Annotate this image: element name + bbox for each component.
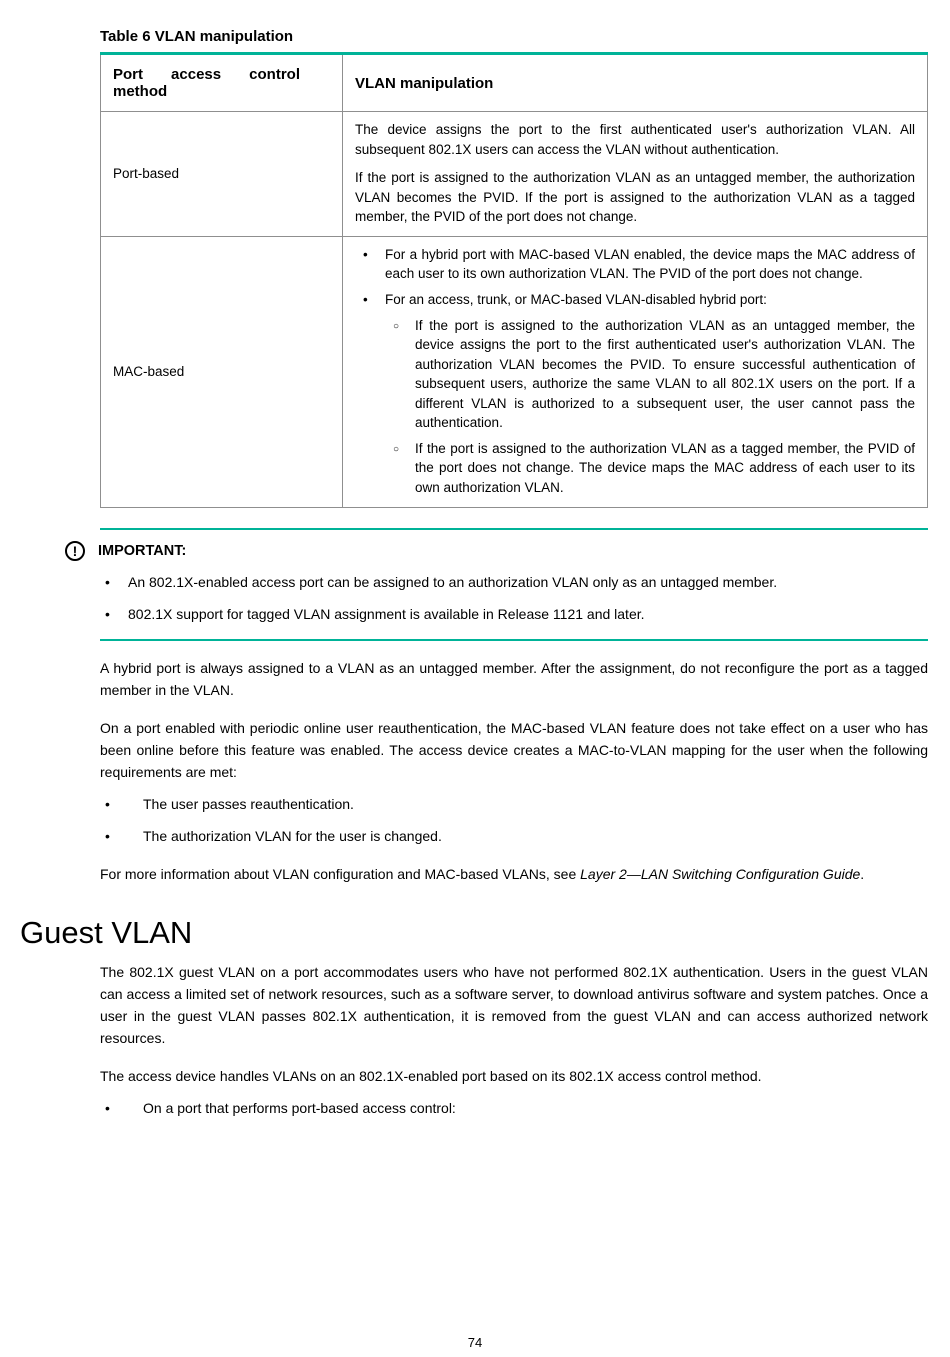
- bullet-text: The user passes reauthentication.: [143, 795, 354, 812]
- page-number: 74: [467, 1335, 483, 1350]
- see-also-suffix: .: [860, 865, 865, 882]
- guest-vlan-section: [100, 961, 928, 1119]
- table-row-port-based: [101, 112, 928, 237]
- method-cell: MAC-based: [101, 236, 343, 507]
- book-title: Layer 2—LAN Switching Configuration Guide: [580, 865, 861, 882]
- circle-bullet-marker: [391, 439, 415, 498]
- cell-paragraph: The device assigns the port to the first authenticated user's authorization VLAN. All subsequent 802.1X users can access the VLAN without authentication.: [355, 122, 915, 157]
- list-item: [100, 572, 928, 593]
- method-cell: Port-based: [101, 112, 343, 237]
- paragraph: The access device handles VLANs on an 802.1X-enabled port based on its 802.1X access control method.: [100, 1067, 762, 1084]
- important-note: [100, 528, 928, 641]
- bullet-text: 802.1X support for tagged VLAN assignment is available in Release 1121 and later.: [128, 605, 645, 622]
- vlan-manipulation-table: [100, 52, 928, 508]
- circle-bullet-marker: [391, 316, 415, 433]
- sub-list-item: [391, 439, 915, 498]
- bullet-text: If the port is assigned to the authorization VLAN as an untagged member, the device assigns the port to the first authenticated user's authorization VLAN. The authorization VLAN becomes the PVID. To ensure successful authentication of subsequent users, authorize the same VLAN to all 802.1X users on the port. If a different VLAN is authorized to a subsequent user, the user cannot pass the authentication.: [415, 317, 915, 431]
- bullet-marker: [100, 825, 143, 847]
- list-item: [100, 825, 928, 847]
- paragraph: The 802.1X guest VLAN on a port accommodates users who have not performed 802.1X authentication. Users in the guest VLAN can access a limited set of network resources, such as a software server, to download antivirus software and system patches. Once a user in the guest VLAN passes 802.1X authentication, it is removed from the guest VLAN and can access authorized network resources.: [100, 963, 928, 1046]
- bullet-marker: [100, 572, 128, 593]
- bullet-text: The authorization VLAN for the user is changed.: [143, 827, 442, 844]
- important-label: IMPORTANT:: [98, 542, 187, 559]
- exclamation-circle-icon: [65, 541, 85, 561]
- paragraph: A hybrid port is always assigned to a VLAN as an untagged member. After the assignment, do not reconfigure the port as a tagged member in the VLAN.: [100, 659, 928, 698]
- sub-list-item: [391, 316, 915, 433]
- bullet-marker: [100, 793, 143, 815]
- bullet-text: If the port is assigned to the authorization VLAN as a tagged member, the PVID of the port does not change. The device maps the MAC address of each user to its own authorization VLAN.: [415, 440, 915, 495]
- bullet-marker: [100, 1097, 143, 1119]
- list-item: [100, 793, 928, 815]
- bullet-text: An 802.1X-enabled access port can be assigned to an authorization VLAN only as an untagged member.: [128, 573, 778, 590]
- list-item: [355, 290, 915, 310]
- bullet-marker: [355, 245, 385, 284]
- important-header: [65, 541, 928, 561]
- bullet-marker: [355, 290, 385, 310]
- list-item: [355, 245, 915, 284]
- table-section: [100, 28, 928, 885]
- table-row-mac-based: [101, 236, 928, 507]
- list-item: [100, 1097, 928, 1119]
- cell-paragraph: If the port is assigned to the authorization VLAN as an untagged member, the authorization VLAN becomes the PVID. If the port is assigned to the authorization VLAN as a tagged member, the PVID of the port does not change.: [355, 170, 915, 225]
- bullet-marker: [100, 604, 128, 625]
- paragraph: On a port enabled with periodic online user reauthentication, the MAC-based VLAN feature does not take effect on a user who has been online before this feature was enabled. The access device creates a MAC-to-VLAN mapping for the user when the following requirements are met:: [100, 719, 928, 780]
- list-item: [100, 604, 928, 625]
- table-header-manipulation: VLAN manipulation: [343, 54, 928, 112]
- table-header-row: [101, 54, 928, 112]
- bullet-text: On a port that performs port-based access control:: [143, 1099, 456, 1116]
- bullet-text: For an access, trunk, or MAC-based VLAN-disabled hybrid port:: [385, 291, 767, 307]
- detail-cell: [343, 236, 928, 507]
- table-header-method: Port access control method: [101, 54, 343, 112]
- see-also-paragraph: [100, 863, 928, 885]
- section-heading-guest-vlan: Guest VLAN: [20, 914, 193, 950]
- see-also-text: For more information about VLAN configuration and MAC-based VLANs, see: [100, 865, 581, 882]
- detail-cell: [343, 112, 928, 237]
- table-caption: Table 6 VLAN manipulation: [100, 28, 294, 45]
- bullet-text: For a hybrid port with MAC-based VLAN enabled, the device maps the MAC address of each user to its own authorization VLAN. The PVID of the port does not change.: [385, 246, 915, 282]
